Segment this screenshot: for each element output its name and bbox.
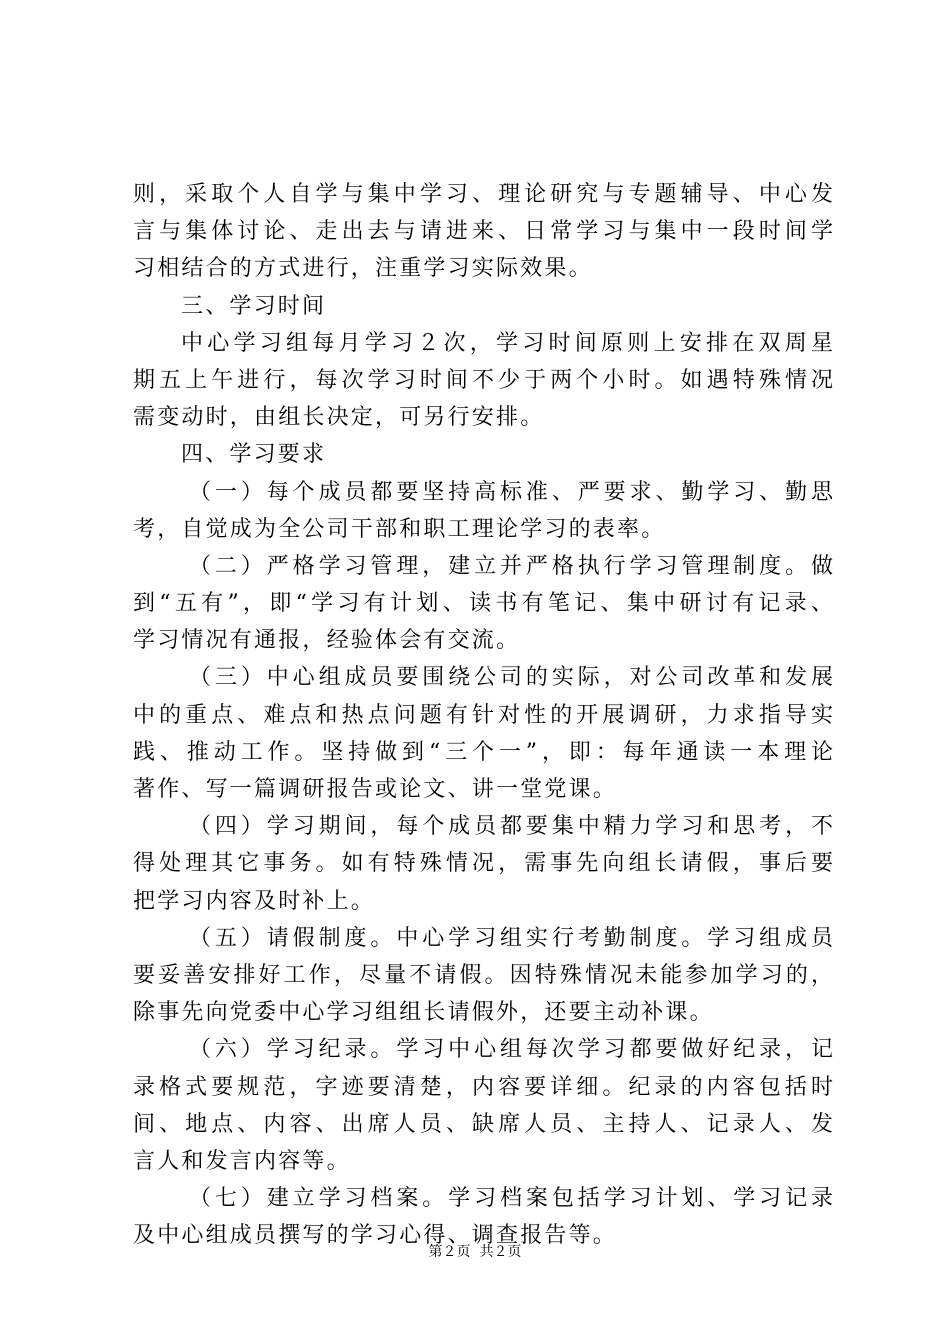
- body-line: 间、地点、内容、出席人员、缺席人员、主持人、记录人、发: [133, 1111, 833, 1137]
- body-line: 除事先向党委中心学习组组长请假外，还要主动补课。: [133, 1000, 714, 1026]
- list-item-line: （一）每个成员都要坚持高标准、严要求、勤学习、勤思: [189, 479, 833, 505]
- body-line: 得处理其它事务。如有特殊情况，需事先向组长请假，事后要: [133, 851, 833, 877]
- body-line: 中的重点、难点和热点问题有针对性的开展调研，力求指导实: [133, 702, 833, 728]
- body-line: 学习情况有通报，经验体会有交流。: [133, 628, 521, 654]
- body-line: 期五上午进行，每次学习时间不少于两个小时。如遇特殊情况: [133, 367, 833, 393]
- list-item-line: （七）建立学习档案。学习档案包括学习计划、学习记录: [189, 1186, 833, 1212]
- list-item-line: （四）学习期间，每个成员都要集中精力学习和思考，不: [189, 814, 833, 840]
- body-line: 录格式要规范，字迹要清楚，内容要详细。纪录的内容包括时: [133, 1074, 833, 1100]
- list-item-line: （五）请假制度。中心学习组实行考勤制度。学习组成员: [189, 925, 833, 951]
- list-item-line: （二）严格学习管理，建立并严格执行学习管理制度。做: [189, 553, 833, 579]
- body-line: 到“五有”，即“学习有计划、读书有笔记、集中研讨有记录、: [133, 591, 833, 617]
- section-heading: 三、学习时间: [181, 293, 327, 319]
- page-number-footer: 第２页 共２页: [428, 1244, 522, 1260]
- body-line: 则，采取个人自学与集中学习、理论研究与专题辅导、中心发: [133, 182, 833, 207]
- body-line: 考，自觉成为全公司干部和职工理论学习的表率。: [133, 516, 666, 542]
- body-line: 需变动时，由组长决定，可另行安排。: [133, 405, 545, 431]
- list-item-line: （三）中心组成员要围绕公司的实际，对公司改革和发展: [189, 665, 833, 691]
- body-line: 习相结合的方式进行，注重学习实际效果。: [133, 256, 593, 282]
- list-item-line: （六）学习纪录。学习中心组每次学习都要做好纪录，记: [189, 1037, 833, 1063]
- document-body: [133, 176, 833, 1254]
- body-line: 把学习内容及时补上。: [133, 888, 376, 914]
- body-line: 著作、写一篇调研报告或论文、讲一堂党课。: [133, 777, 618, 802]
- body-line: 言人和发言内容等。: [133, 1148, 351, 1174]
- body-line: 要妥善安排好工作，尽量不请假。因特殊情况未能参加学习的，: [133, 962, 833, 988]
- body-line: 中心学习组每月学习２次，学习时间原则上安排在双周星: [181, 330, 833, 356]
- section-heading: 四、学习要求: [181, 442, 327, 468]
- body-line: 言与集体讨论、走出去与请进来、日常学习与集中一段时间学: [133, 219, 833, 245]
- body-line: 践、推动工作。坚持做到“三个一”，即：每年通读一本理论: [133, 739, 833, 765]
- body-line: 及中心组成员撰写的学习心得、调查报告等。: [133, 1223, 618, 1249]
